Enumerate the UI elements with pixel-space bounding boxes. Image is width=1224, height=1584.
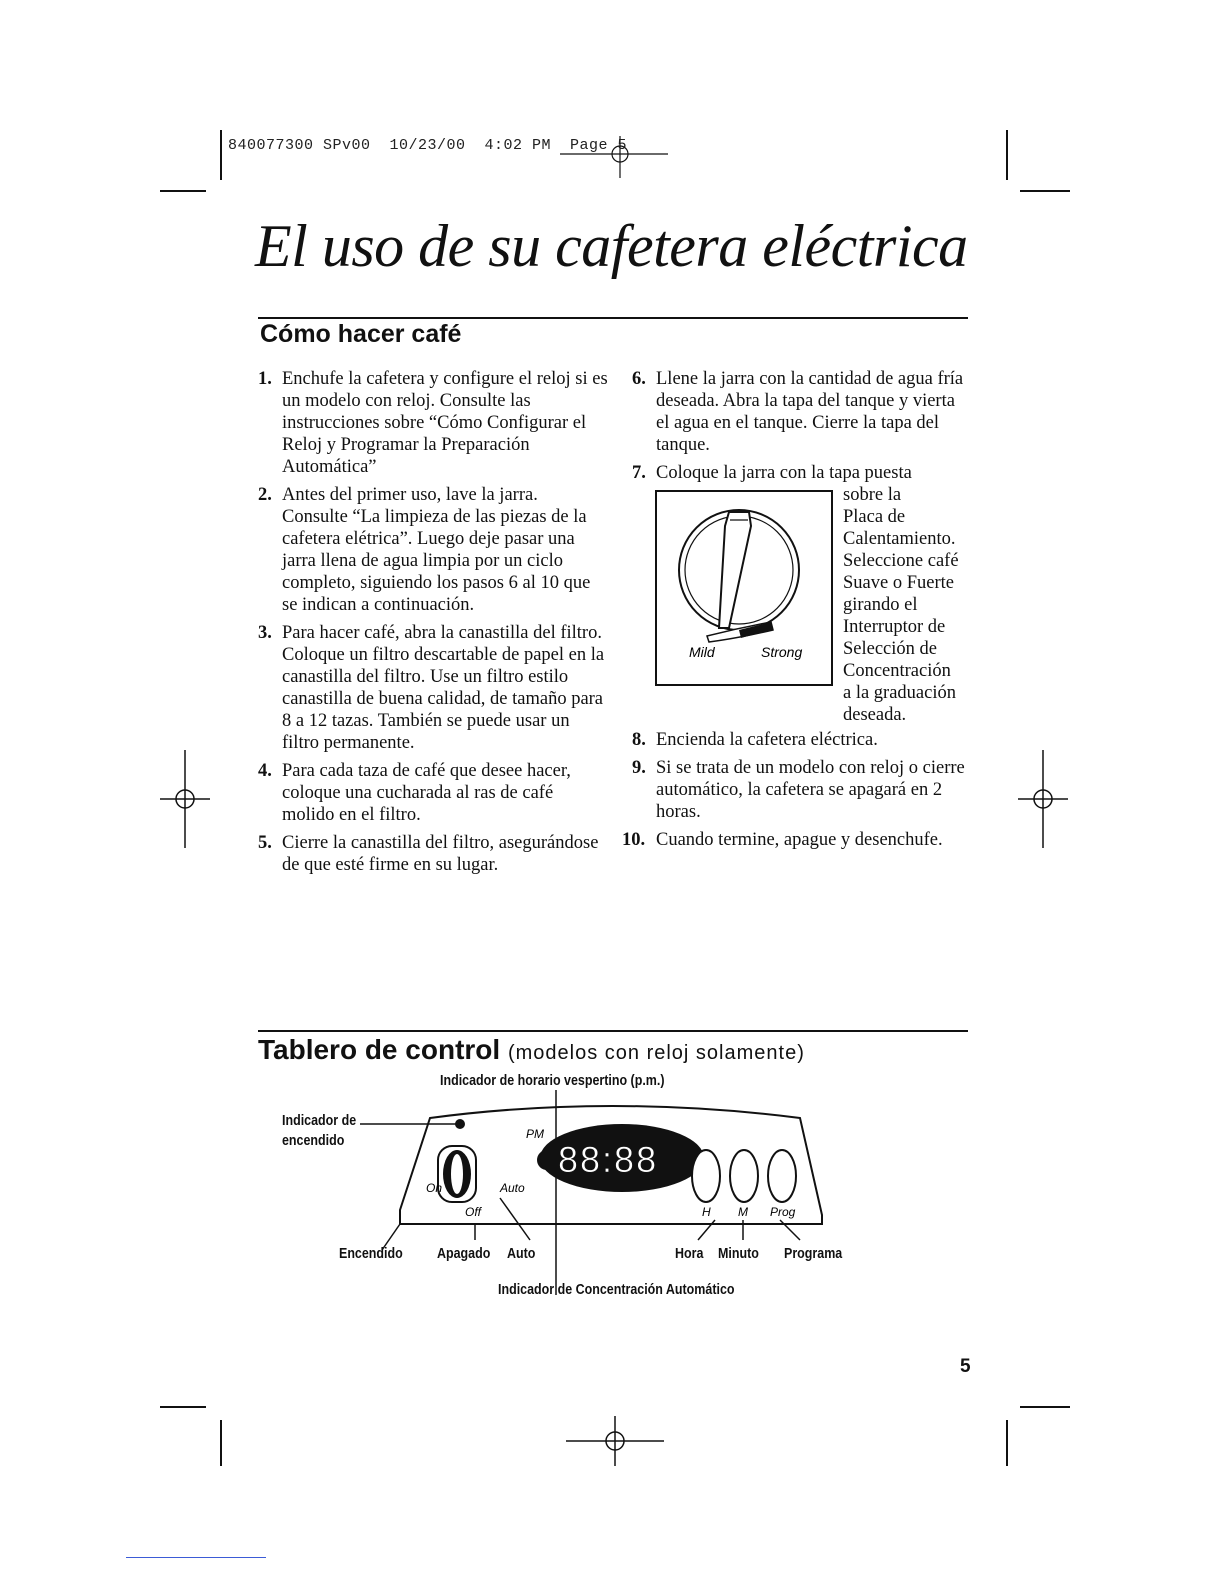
registration-mark-right <box>1018 750 1068 850</box>
page-number: 5 <box>960 1356 971 1377</box>
switch-on-label: On <box>426 1181 443 1195</box>
section-rule <box>258 1030 968 1032</box>
program-button <box>768 1150 796 1202</box>
page-title: El uso de su cafetera eléctrica <box>255 213 968 279</box>
list-item: 3. Para hacer café, abra la canastilla del filtro. Coloque un filtro descartable de papel en la canastilla del filtro. Use un filtro estilo canastilla de buena calidad, de tamaño para 8 a 12 tazas. También se puede usar un filtro permanente. <box>258 623 605 753</box>
list-item: 9. Si se trata de un modelo con reloj o cierre automático, la cafetera se apagará en 2 horas. <box>632 758 965 822</box>
control-panel-illustration <box>360 1090 843 1300</box>
callout-on: Encendido <box>339 1246 403 1262</box>
crop-mark <box>220 1420 222 1466</box>
list-item: 6. Llene la jarra con la cantidad de agua fría deseada. Abra la tapa del tanque y vierta el agua en el tanque. Cierre la tapa del tanque. <box>632 369 964 455</box>
list-item: 7. Coloque la jarra con la tapa puesta <box>632 463 912 483</box>
callout-auto: Auto <box>507 1246 536 1262</box>
crop-mark <box>1020 1406 1070 1408</box>
list-item: 5. Cierre la canastilla del filtro, asegurándose de que esté firme en su lugar. <box>258 833 599 875</box>
underline-mark <box>126 1557 266 1558</box>
strong-label: Strong <box>761 644 803 660</box>
callout-minute: Minuto <box>718 1246 759 1262</box>
crop-mark <box>160 1406 206 1408</box>
steps-right-column-top <box>632 368 972 484</box>
minute-button <box>730 1150 758 1202</box>
list-item: 4. Para cada taza de café que desee hacer, coloque una cucharada al ras de café molido en el filtro. <box>258 761 571 825</box>
hour-button <box>692 1150 720 1202</box>
callout-off: Apagado <box>437 1246 491 1262</box>
clock-display-digits: 88:88 <box>558 1139 659 1180</box>
crop-mark <box>1020 190 1070 192</box>
switch-auto-label: Auto <box>500 1181 525 1195</box>
section-subheading: (modelos con reloj solamente) <box>507 1042 805 1064</box>
hour-button-label: H <box>702 1205 711 1219</box>
list-item: 2. Antes del primer uso, lave la jarra. Consulte “La limpieza de las piezas de la cafetera elétrica”. Luego deje pasar una jarra llena de agua limpia por un ciclo completo, siguiendo los pasos 6 al 10 que se indican a continuación. <box>258 485 591 615</box>
callout-hour: Hora <box>675 1246 704 1262</box>
pm-label: PM <box>526 1127 544 1141</box>
steps-left-column <box>258 368 608 882</box>
section-heading-control-panel: Tablero de control (modelos con reloj solamente) <box>258 1034 805 1065</box>
registration-mark-bottom <box>566 1416 666 1466</box>
callout-program: Programa <box>784 1246 843 1262</box>
callout-power-indicator-line2: encendido <box>282 1133 345 1149</box>
registration-mark-left <box>160 750 210 850</box>
callout-pm-indicator: Indicador de horario vespertino (p.m.) <box>440 1073 665 1089</box>
list-item: 1. Enchufe la cafetera y configure el reloj si es un modelo con reloj. Consulte las instrucciones sobre “Cómo Configurar el Reloj y Programar la Preparación Automática” <box>258 369 608 477</box>
callout-power-indicator-line1: Indicador de <box>282 1113 357 1129</box>
steps-right-column-bottom <box>622 729 972 857</box>
crop-mark <box>1006 1420 1008 1466</box>
list-item: 8. Encienda la cafetera eléctrica. <box>632 730 878 750</box>
print-slug: 840077300 SPv00 10/23/00 4:02 PM Page 5 <box>228 137 628 154</box>
crop-mark <box>160 190 206 192</box>
minute-button-label: M <box>738 1205 748 1219</box>
switch-off-label: Off <box>465 1205 482 1219</box>
callout-auto-strength-indicator: Indicador de Concentración Automático <box>498 1282 735 1298</box>
section-rule <box>258 317 968 319</box>
crop-mark <box>220 130 222 180</box>
strength-selector-illustration <box>655 490 833 686</box>
crop-mark <box>1006 130 1008 180</box>
program-button-label: Prog <box>770 1205 796 1219</box>
mild-label: Mild <box>689 644 715 660</box>
list-item: 10. Cuando termine, apague y desenchufe. <box>622 830 943 850</box>
section-heading-making-coffee: Cómo hacer café <box>260 320 462 348</box>
